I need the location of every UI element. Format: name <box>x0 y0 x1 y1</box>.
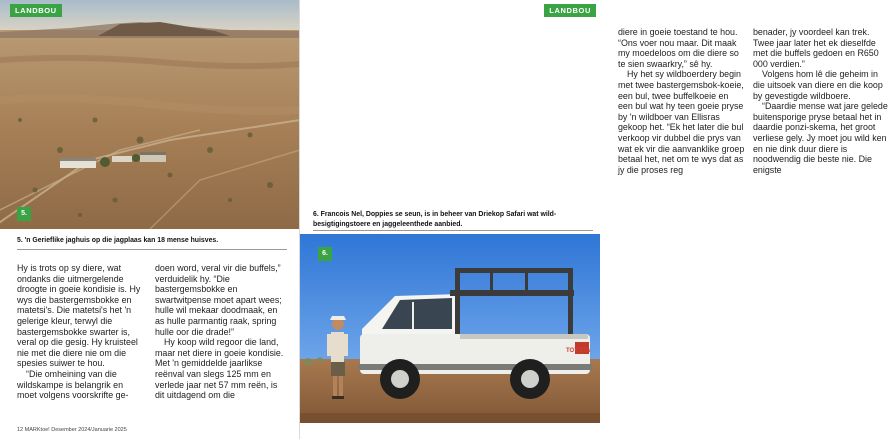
karoo-landscape-image <box>0 0 300 229</box>
left-page <box>0 0 300 439</box>
section-label: LANDBOU <box>10 4 62 17</box>
paragraph: Volgens hom lê die geheim in die uitsoek van diere en die koop by gevestigde wildboere. <box>753 69 883 101</box>
paragraph: Hy is trots op sy diere, wat ondanks die uitmergelende droogte in goeie kondisie is. Hy wys die bastergemsbokke en matetsi's. Die matetsi's het 'n gelerige kleur, terwyl die bastergemsbokke swarter is, veral op die gesig. Hy kruisteel nie met die diere nie om die spesies suiwer te hou. <box>17 263 141 369</box>
paragraph: doen word, veral vir die buffels,” verduidelik hy. “Die bastergemsbokke en swartwitpense moet apart wees; hulle wil mekaar doodmaak, en as hulle parmantig raak, spring hulle oor die drade!” <box>155 263 282 337</box>
article-column-2 <box>155 263 289 401</box>
paragraph: Hy het sy wildboerdery begin met twee bastergemsbok-koeie, een bul, twee buffelkoeie en een bul wat hy teen goeie pryse by 'n wildboer van Ellisras gekoop het. “Ek het later die bul verkoop vir dubbel die prys van wat ek vir die aanvanklike groep betaal het, net om te wys dat as jy die proses reg <box>618 69 745 175</box>
photo-caption: 5. 'n Gerieflike jaghuis op die jagplaas kan 18 mense huisves. <box>17 237 219 244</box>
article-column-1 <box>17 263 145 401</box>
paragraph: benader, jy voordeel kan trek. Twee jaar later het ek dieselfde met die buffels gedoen en R650 000 verdien.” <box>753 27 879 69</box>
paragraph: diere in goeie toestand te hou. “Ons voer nou maar. Dit maak my moedeloos om die diere so te sien swaarkry,” sê hy. <box>618 27 739 69</box>
article-column-4 <box>753 27 891 175</box>
owner-with-vehicle-photo <box>300 234 600 423</box>
photo-number-badge: 6. <box>318 247 332 261</box>
paragraph: “Daardie mense wat jare gelede buitensporige pryse betaal het in daardie ponzi-skema, het groot verliese gely. Jy moet jou wild ken en nie dink duur diere is noodwendig die beste nie. Die enigste <box>753 101 888 175</box>
article-column-3 <box>618 27 745 175</box>
page-folio: MARKtoe! Desember 2024/Januarie 2025 13 <box>482 424 592 430</box>
vehicle-brand-text: TOYOTA <box>566 348 591 354</box>
page-folio: 12 MARKtoe! Desember 2024/Januarie 2025 <box>17 427 127 433</box>
paragraph: Hy koop wild regoor die land, maar net diere in goeie kondisie. Met 'n gemiddelde jaarlikse reënval van slegs 125 mm en verlede jaar net 57 mm reën, is dit uitdagend om die <box>155 337 284 401</box>
photo-caption: 6. Francois Nel, Doppies se seun, is in beheer van Driekop Safari wat wild-besigtigingstoere en jaggeleenthede aanbied. <box>313 211 557 228</box>
safari-vehicle-image <box>300 234 600 423</box>
paragraph: “Die omheining van die wildskampe is belangrik en moet volgens voorskrifte ge- <box>17 368 129 401</box>
hunting-lodge-photo <box>0 0 300 229</box>
section-label: LANDBOU <box>544 4 596 17</box>
caption-divider <box>17 249 287 250</box>
photo-number-badge: 5. <box>17 207 31 221</box>
caption-divider <box>313 230 593 231</box>
